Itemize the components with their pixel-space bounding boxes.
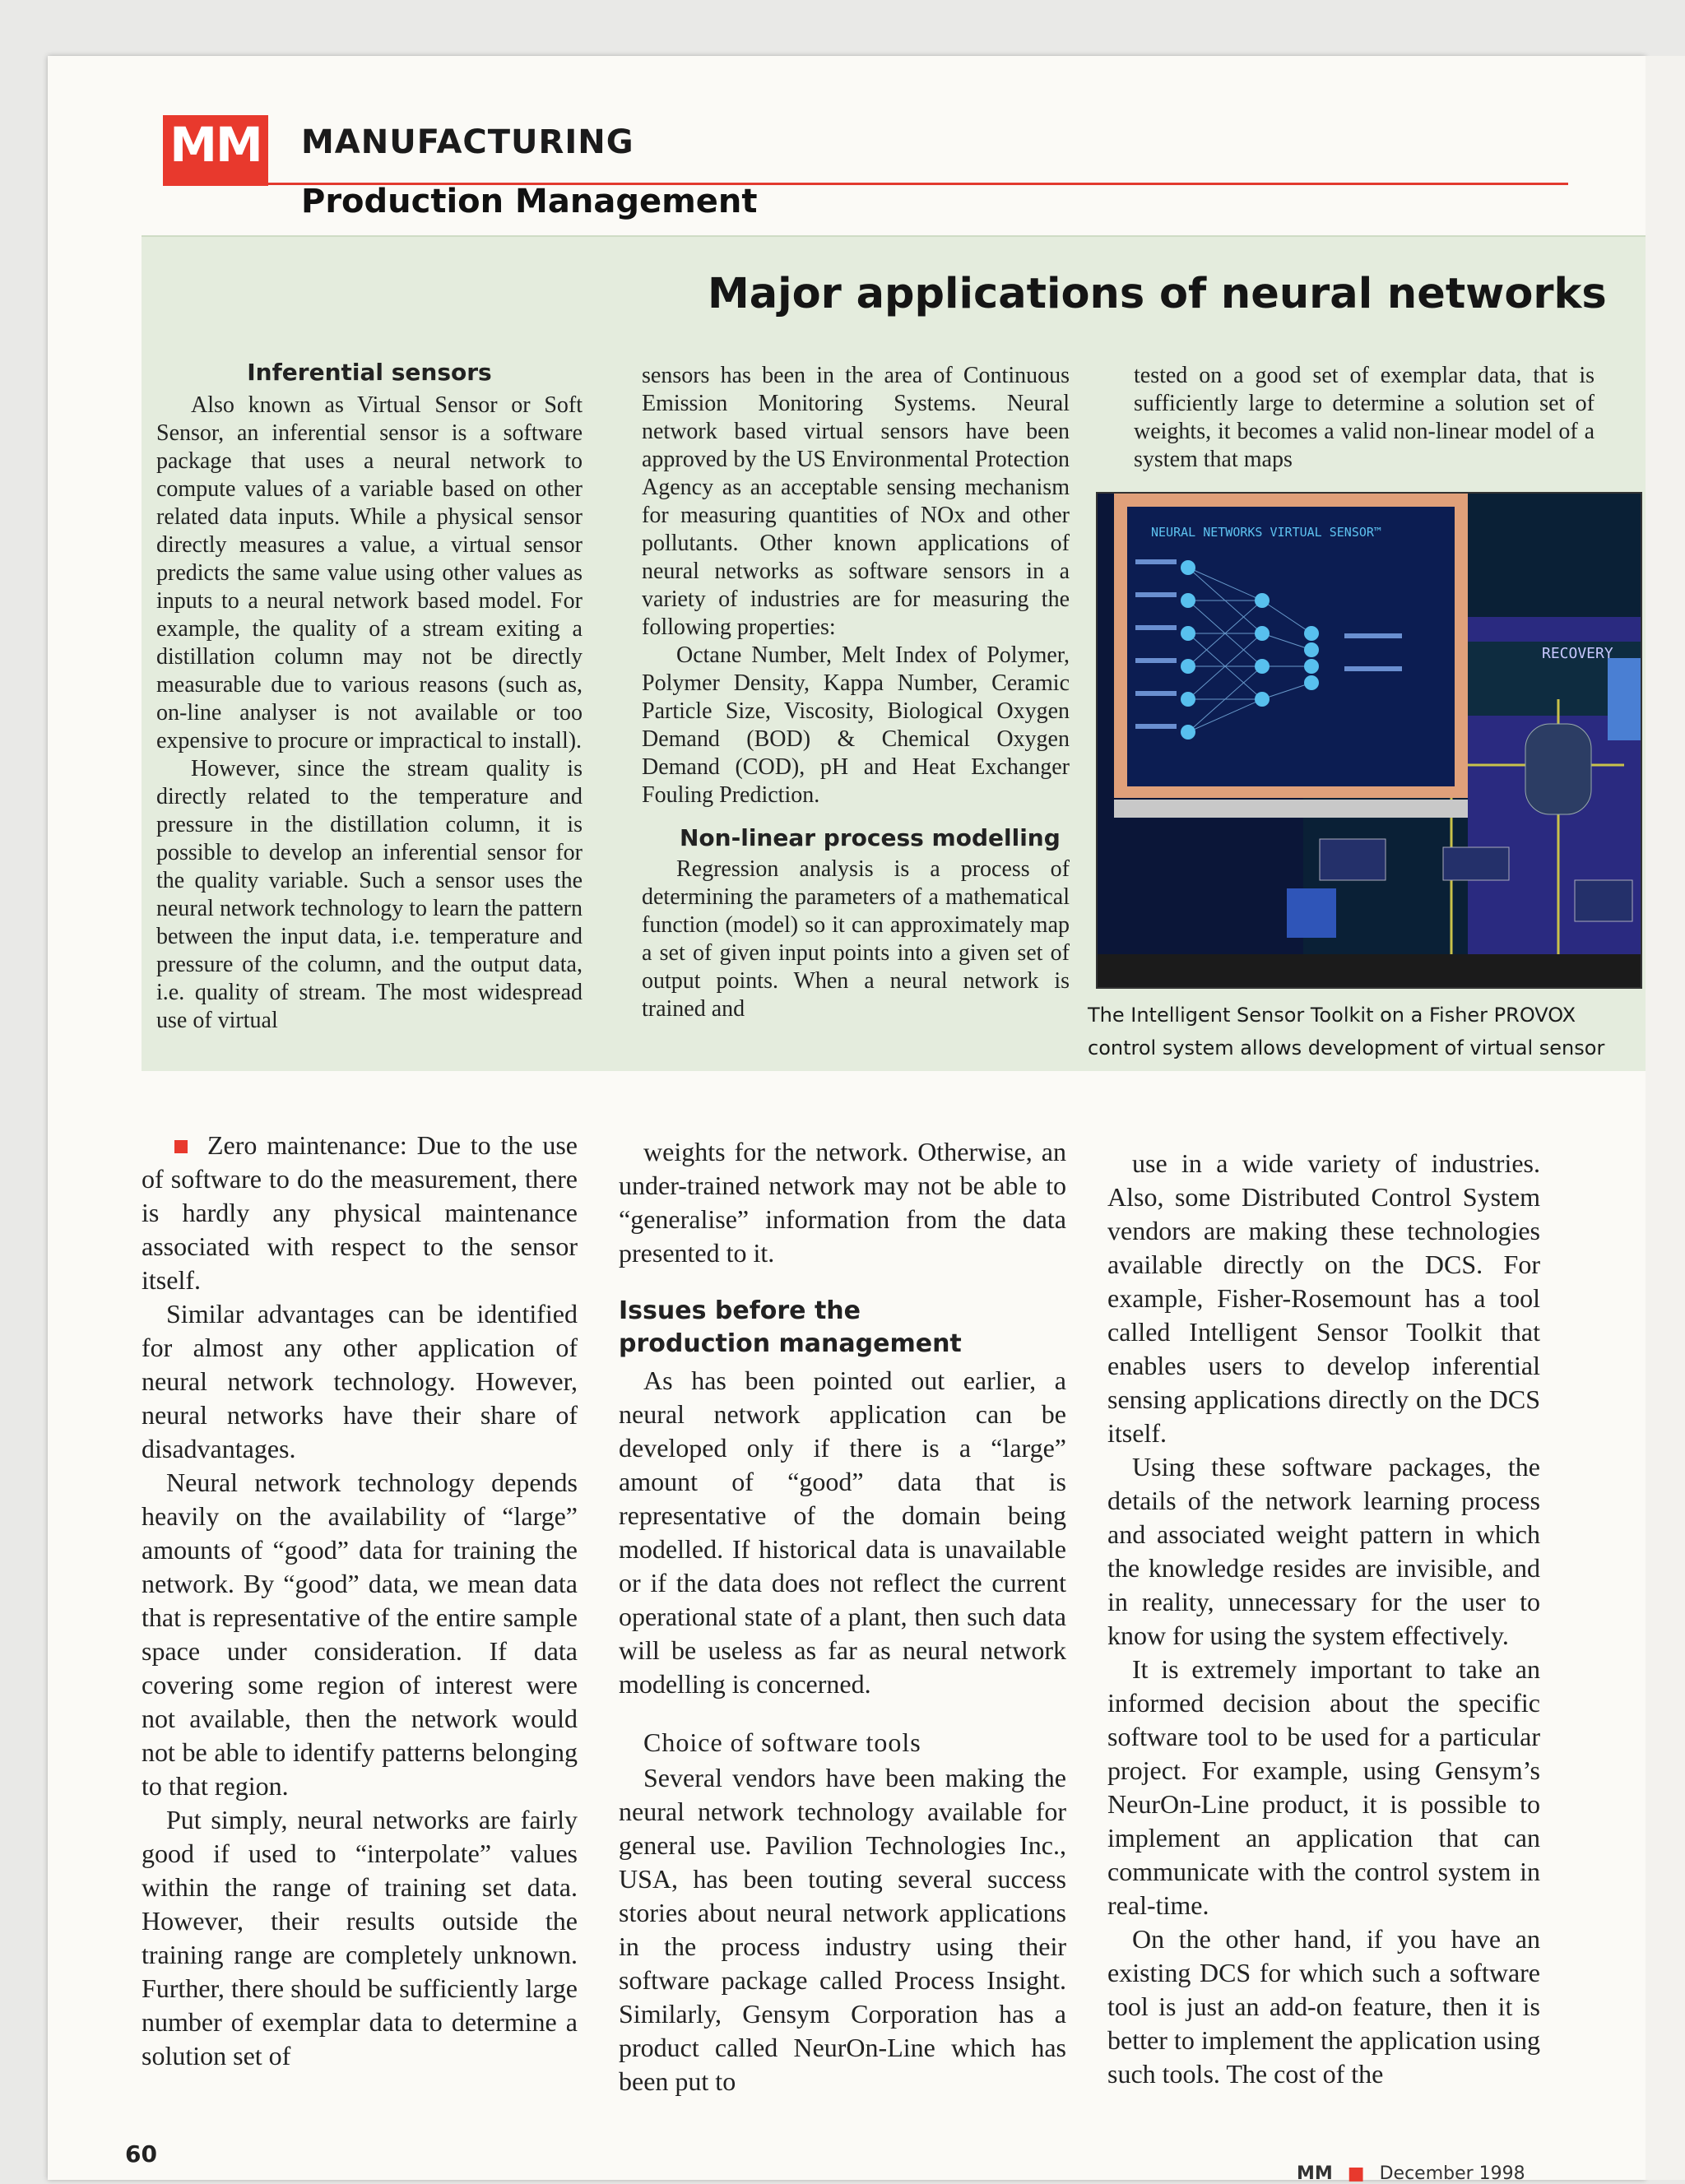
subsection-title: Production Management [301,183,758,220]
box-column-2 [642,362,1070,1023]
screen-recovery-label: RECOVERY [1542,645,1613,662]
mm-logo: MM [163,115,268,174]
screenshot-photo [1096,492,1642,989]
paragraph: Similar advantages can be identified for almost any other application of neural network technology. However, neural networks have their share of disadvantages. [142,1299,578,1463]
paragraph: As has been pointed out earlier, a neural network application can be developed only if there is a “large” amount of “good” data that is representative of the domain being modelled. If historical data is unavailable or if the data does not reflect the current operational state of a plant, then such data will be useless as far as neural network modelling is concerned. [619,1366,1066,1699]
paragraph: Put simply, neural networks are fairly good if used to “interpolate” values within the range of training set data. However, their results outside the training range are completely unknown. Further, there should be sufficiently large number of exemplar data to determine a solution set of [142,1805,578,2070]
dcs-screen-graphic [1098,494,1641,987]
logo-bar [163,174,268,186]
heading-nonlinear-modelling: Non-linear process modelling [680,824,1061,851]
heading-inferential-sensors: Inferential sensors [247,359,492,386]
caption-line: The Intelligent Sensor Toolkit on a Fisher PROVOX [1088,1004,1576,1027]
footer-separator: ■ [1347,2163,1365,2184]
paragraph: Also known as Virtual Sensor or Soft Sensor, an inferential sensor is a software package that uses a neural network to compute values of a variable based on other related data inputs. While a physical sensor directly measures a value, a virtual sensor predicts the same value using other values as inputs to a neural network based model. For example, the quality of a stream exiting a distillation column may not be directly measurable due to various reasons (such as, on-line analyser is not available or too expensive to procure or impractical to install). [156,392,583,754]
paragraph: On the other hand, if you have an existing DCS for which such a software tool is just an add-on feature, then it is better to implement the application using such tools. The cost of the [1107,1924,1540,2089]
zero-maintenance-text: Zero maintenance: Due to the use of software to do the measurement, there is hardly any physical maintenance associated with respect to the sensor itself. [142,1130,578,1295]
paragraph [142,1129,578,1297]
caption-line: control system allows development of virtual sensor [1088,1036,1605,1060]
main-column-2 [619,1135,1066,2098]
screen-window-title: NEURAL NETWORKS VIRTUAL SENSOR™ [1151,525,1381,540]
running-footer [1297,2163,1525,2184]
paragraph: Neural network technology depends heavily on the availability of “large” amounts of “good” data for training the network. By “good” data, we mean data that is representative of the entire sample space under consideration. If data covering some region of interest were not available, then the network would not be able to identify patterns belonging to that region. [142,1468,578,1801]
paragraph: Several vendors have been making the neural network technology available for general use. Pavilion Technologies Inc., USA, has been touting several success stories about neural network applications in the process industry using their software package called Process Insight. Similarly, Gensym Corporation has a product called NeurOn-Line which has been put to [619,1763,1066,2096]
main-column-1 [142,1129,578,2073]
heading-issues: Issues before the production management [619,1296,962,1358]
red-bullet-icon [174,1140,188,1153]
footer-magazine: MM [1297,2163,1333,2184]
paragraph: It is extremely important to take an informed decision about the specific software tool to be used for a particular project. For example, using Gensym’s NeurOn-Line product, it is possible to implement an application that can communicate with the control system in real-time. [1107,1654,1540,1920]
paragraph: Octane Number, Melt Index of Polymer, Polymer Density, Kappa Number, Ceramic Particle Size, Viscosity, Biological Oxygen Demand (BOD) & Chemical Oxygen Demand (COD), pH and Heat Exchanger Fouling Prediction. [642,642,1070,808]
section-title: MANUFACTURING [301,123,634,161]
heading-software-tools: Choice of software tools [643,1727,921,1757]
paragraph: tested on a good set of exemplar data, that is sufficiently large to determine a solution set of weights, it becomes a valid non-linear model of a system that maps [1134,363,1594,472]
paragraph: sensors has been in the area of Continuous Emission Monitoring Systems. Neural network based virtual sensors have been approved by the US Environmental Protection Agency as an acceptable sensing mechanism for measuring quantities of NOx and other pollutants. Other known applications of neural networks as software sensors in a variety of industries are for measuring the following properties: [642,363,1070,640]
next-page-edge [1646,56,1685,2180]
paragraph: However, since the stream quality is directly related to the temperature and pressure in the distillation column, it is possible to develop an inferential sensor for the quality variable. Such a sensor uses the neural network technology to learn the pattern between the input data, i.e. temperature and pressure of the column, and the output data, i.e. quality of stream. The most widespread use of virtual [156,756,583,1033]
main-column-3 [1107,1147,1540,2091]
page-number: 60 [125,2140,157,2168]
photo-caption [1088,999,1664,1064]
paragraph: weights for the network. Otherwise, an under-trained network may not be able to “generalise” information from the data presented to it. [619,1137,1066,1268]
box-column-1 [156,359,583,1035]
footer-date: December 1998 [1379,2163,1525,2184]
box-title: Major applications of neural networks [708,270,1607,318]
paragraph: use in a wide variety of industries. Also, some Distributed Control System vendors are making these technologies available directly on the DCS. For example, Fisher-Rosemount has a tool called Intelligent Sensor Toolkit that enables users to develop inferential sensing applications directly on the DCS itself. [1107,1148,1540,1448]
box-column-3 [1134,362,1594,474]
paragraph: Using these software packages, the details of the network learning process and associated weight pattern in which the knowledge resides are invisible, and in reality, unnecessary for the user to know for using the system effectively. [1107,1452,1540,1650]
paragraph: Regression analysis is a process of determining the parameters of a mathematical function (model) so it can approximately map a set of given input points into a given set of output points. When a neural network is trained and [642,856,1070,1022]
